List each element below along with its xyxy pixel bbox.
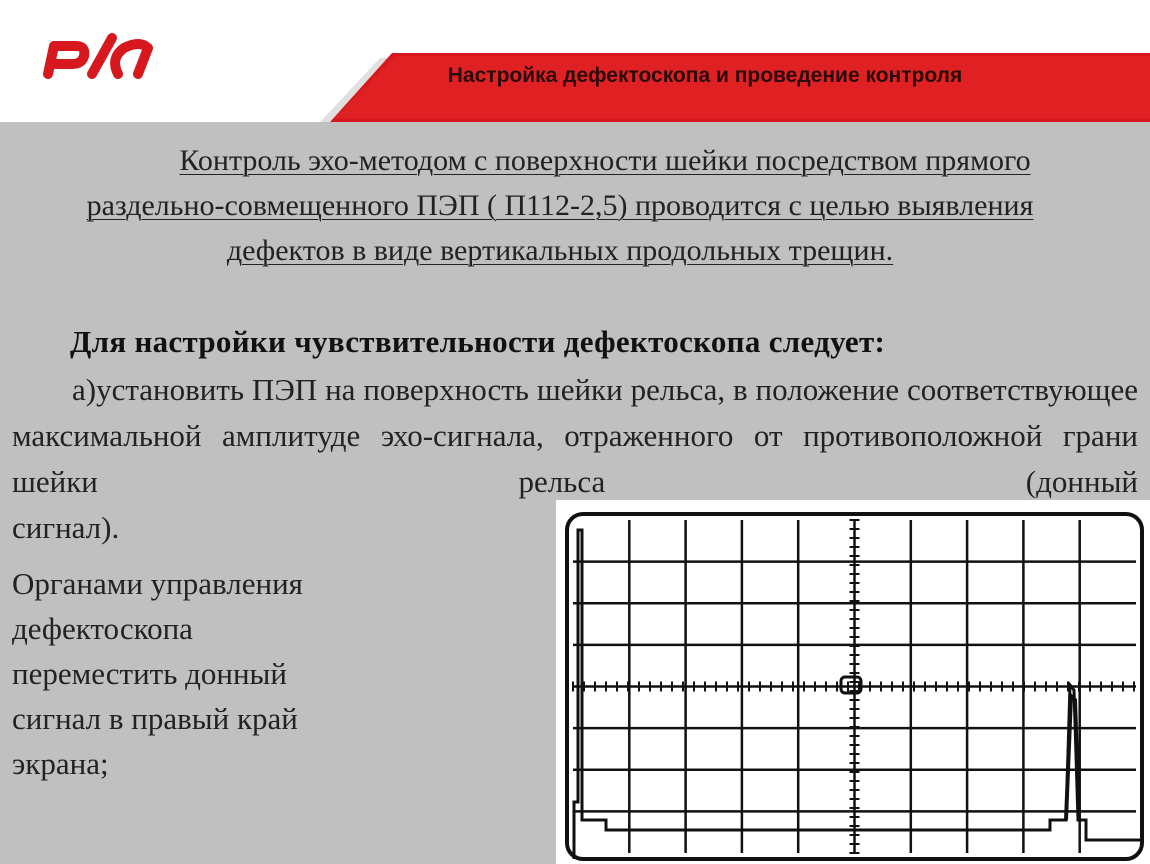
step-b-line: экрана; [12, 746, 109, 781]
step-a-end: сигнал). [12, 510, 120, 545]
slide-title: Настройка дефектоскопа и проведение контроля [447, 64, 963, 87]
step-b-line: дефектоскопа [12, 611, 193, 646]
slide-header [0, 0, 1150, 122]
step-b-paragraph [12, 561, 392, 786]
step-b-line: сигнал в правый край [12, 701, 298, 736]
intro-text: Контроль эхо-методом с поверхности шейки посредством прямого раздельно-совмещенного ПЭП ( П112-2,5) проводится с целью выявления дефектов в виде вертикальных продольных трещин. [86, 144, 1034, 267]
step-b-line: Органами управления [12, 566, 303, 601]
intro-paragraph [42, 138, 1078, 273]
sensitivity-heading: Для настройки чувствительности дефектоскопа следует: [70, 324, 886, 359]
rzd-logo [40, 28, 160, 82]
step-b-line: переместить донный [12, 656, 287, 691]
oscilloscope-screen [556, 500, 1150, 864]
step-a-text: а)установить ПЭП на поверхность шейки рельса, в положение соответствующее максимальной амплитуде эхо-сигнала, отраженного от противоположной грани шейки рельса (донный [12, 372, 1138, 499]
step-a-paragraph [12, 367, 1138, 505]
